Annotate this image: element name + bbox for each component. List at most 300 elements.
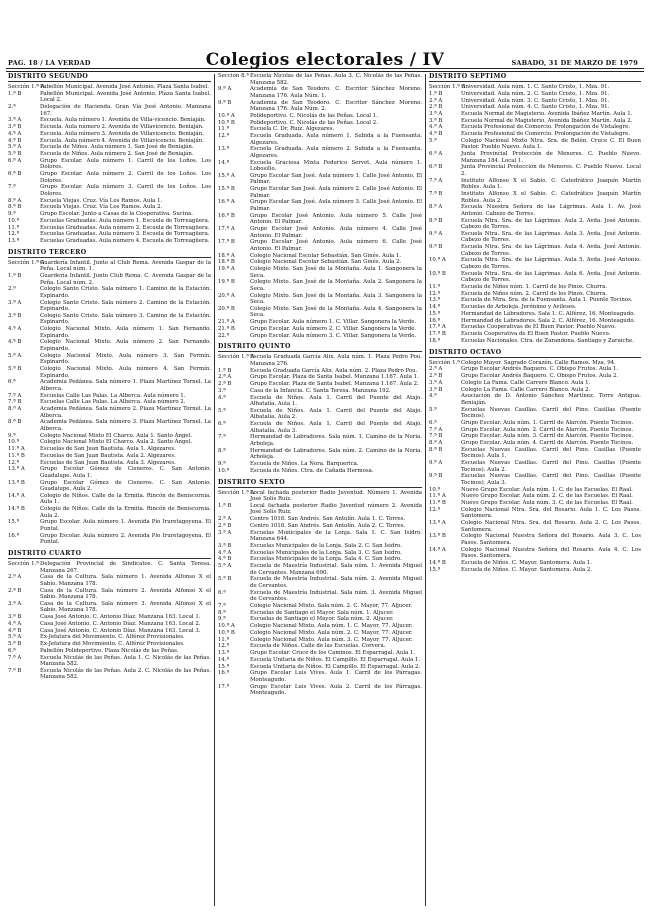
polling-station-entry [429,178,641,191]
section-number: 4.ª B [218,556,232,563]
polling-station-address: Grupo Escolar. Junto a Casas de la Cooperativa. Sucina. [40,211,193,218]
section-number: 10.ª [218,467,230,474]
section-number: 4.ª B [8,627,22,634]
polling-station-entry [8,124,211,131]
polling-station-address: Escuela Viejas. Cruz. Vía Los Ramos. Aula 1. [40,197,163,204]
polling-station-address: Nuevo Grupo Escolar. Aula núm. 2. C. de las Escuelas. El Raal. [461,493,633,500]
polling-station-address: Escuelas de Arboleja. Jerónimo y Avileses. [461,304,577,311]
polling-station-address: Guardería Infantil. Junto Club Rema. C. Avenida Gaspar de la Peña. Local núm. 2. [40,273,211,286]
section-number: 4.ª B [8,339,22,346]
polling-station-address: Colegio La Fama. Calle Carrero Blanco. Aula 2. [461,386,591,393]
polling-station-entry [8,466,211,479]
section-number: 12.ª [8,459,20,466]
polling-station-entry [429,231,641,244]
section-number: 4.ª A [8,130,22,137]
polling-station-entry [8,326,211,339]
polling-station-address: Delegación Provincial de Sindicatos. C. Santa Teresa. Manzana 267. [40,561,211,574]
page-header [0,36,650,70]
polling-station-address: Grupo Escolar. Aula número 1. Avenida Pío Iruretagoyena. El Puntal. [40,519,211,532]
polling-station-entry [8,480,211,493]
polling-station-entry [218,556,422,563]
page-label: PAG. 18 / LA VERDAD [8,59,91,67]
section-number: 8.ª A [429,440,443,447]
section-number: 7.ª B [8,667,22,674]
section-number: 3.ª A [8,299,22,306]
section-number: 14.ª A [8,492,25,499]
polling-station-address: Colegio Nacional Mixto El Charco. Aula 2. Santo Ángel. [40,439,193,446]
polling-station-address: Grupo Escolar Luis Vives. Aula 2. Carril de los Párragas. Monteagudo. [250,683,422,697]
polling-station-entry [429,271,641,284]
polling-station-address: Polideportivo. C. Nicolás de las Peñas. Local 1. [250,112,378,119]
section-number: 2.ª A [218,374,232,381]
polling-station-entry [218,319,422,326]
polling-station-entry [429,138,641,151]
polling-station-entry [218,354,422,367]
polling-station-address: Casa José Antonio. C. Antonio Díaz. Manzana 163. Local 2. [40,620,201,627]
polling-station-entry [8,238,211,245]
polling-station-address: Grupo Escolar José Antonio. Aula número 5. Calle José Antonio. El Palmar. [250,212,422,226]
polling-station-entry [218,408,422,421]
polling-station-address: Universidad. Aula núm. 4. C. Santo Cristo, 1. Mza. 91. [461,104,610,111]
polling-station-address: Escuelas Nuevas Casillas. Carril del Pino. Casillas (Puente Tocinos). Aula 2. [461,460,641,473]
section-number: 7.ª [218,434,226,441]
section-number: 10.ª A [429,257,446,264]
header-rule-thin [6,71,644,72]
polling-station-entry [218,684,422,697]
section-number: 5.ª [429,137,437,144]
column-3 [429,73,641,911]
section-number: 13.ª B [429,533,446,540]
polling-station-address: Escuela de Niños. Aula 1. Carril del Puente del Atajo. Albatalía. Aula 1. [250,394,422,408]
section-number: 18.ª A [218,252,235,259]
district-heading: DISTRITO OCTAVO [429,350,641,358]
section-number: 13.ª [8,238,20,244]
section-number: 5.ª B [8,151,22,158]
section-number: 21.ª B [218,325,235,332]
polling-station-address: Colegio de Niños. Calle de la Ermita. Rincón de Beniscornia. Aula 2. [40,506,211,519]
polling-station-address: Academia de San Teodoro. C. Escritor Sánchez Moreno. Manzana 176. Aula Núm. 2. [250,99,422,113]
section-number: 5.ª A [8,144,22,151]
section-number: 6.ª B [8,171,22,178]
polling-station-address: Academia Pedánea. Sala número 3. Plaza Martínez Tornel. La Alberca. [40,419,211,432]
polling-station-address: Escuelas Graduadas. Aula número 4. Escuela de Torreagüera. [40,238,210,244]
section-number: 14.ª B [429,560,446,567]
section-number: 16.ª [429,317,441,324]
section-number: 13.ª [218,650,230,657]
section-number: 5.ª [218,407,226,414]
section-number: 4.ª [429,393,437,400]
polling-station-address: Grupo Escolar. Aula núm. 4. Carril de Alarcón. Puente Tocinos. [461,440,634,447]
polling-station-address: Colegio de Niños. Calle de la Ermita. Rincón de Beniscornia. Aula 1. [40,492,211,506]
polling-station-address: Escuela de Niños. C. Mayor. Santomera. Aula 1. [461,560,593,567]
polling-station-entry [218,603,422,610]
polling-station-entry [8,158,211,171]
section-number: Sección 1.ª [8,561,39,568]
section-number: 19.ª A [218,266,235,273]
section-number: Sección 1.ª A [218,354,255,361]
polling-station-entry [429,244,641,257]
section-number: 19.ª B [218,279,235,286]
polling-station-address: Academia Pedánea. Sala número 1. Plaza Martínez Tornel. La Alberca. [40,379,211,392]
polling-station-entry [8,260,211,273]
polling-station-address: Universidad. Aula núm. 3. C. Santo Cristo, 1. Mza. 91. [461,97,610,104]
polling-station-address: Escuelas Municipales de la Lonja. Sala 3. C. San Isidro. [250,549,402,556]
polling-station-entry [429,420,641,427]
section-number: 1.ª B [429,90,443,97]
section-number: 6.ª B [429,164,443,171]
polling-station-address: Escuelas de San Juan Bautista. Aula 1. Algezares. [40,446,176,453]
section-number: 17.ª A [429,324,446,331]
section-number: 2.ª A [429,366,443,373]
polling-station-address: Colegio Nacional Mixto. Aula número 2. San Fernando. Espinardo. [40,339,211,353]
polling-station-entry [218,490,422,503]
polling-station-address: Hermandad de Labradores. Sala núm. 1. Camino de la Noria. Arboleja. [250,434,422,448]
section-number: 11.ª [218,126,230,133]
polling-station-entry [429,338,641,345]
polling-station-address: Escuelas Nuevas Casillas. Carril del Pino. Casillas (Puente Tocinos). [461,406,641,420]
polling-station-address: Grupo Escolar. Aula número 3. C. Villar. Sangonera la Verde. [250,332,417,339]
section-number: 2.ª B [218,522,232,529]
section-number: 4.ª B [8,137,22,144]
polling-station-entry [218,226,422,239]
polling-station-entry [218,279,422,292]
polling-station-address: Grupo Escolar. Plaza de Santa Isabel. Manzana 1.167. Aula 2. [250,381,419,388]
polling-station-address: Grupo Escolar. Aula número 1. Carril de los Loños. Los Dolores. [40,157,211,171]
polling-station-address: Colegio Santo Cristo. Sala número 1. Camino de la Estación. Espinardo. [40,286,211,299]
polling-station-address: Escuela de Niños núm. 2. Carril de los Pinos. Churra. [461,290,608,297]
section-number: 3.ª A [8,600,22,607]
section-number: 5.ª A [8,352,22,359]
section-number: 3.ª A [218,529,232,536]
polling-station-address: Colegio Nacional Mixto Ntra. Sra. de Belén. Cruce C. El Buen Pastor. Pueblo Nuevo. Aula 1. [461,137,641,151]
section-number: 3.ª A [8,117,22,124]
section-number: Sección 8.ª [218,73,249,79]
polling-station-address: Escuela Profesional de Comercio. Prolongación de Vistalegre. [461,124,631,131]
polling-station-entry [218,550,422,557]
polling-station-entry [429,204,641,217]
polling-station-address: Grupo Escolar Andrés Baquero. C. Obispo Frutos. Aula 2. [461,373,619,380]
polling-station-entry [8,493,211,506]
polling-station-entry [218,73,422,86]
polling-station-address: Escuelas Municipales de la Lonja. Sala 4. C. San Isidro. [250,556,402,563]
polling-station-address: Escuela Ntra. Sra. de las Lágrimas. Aula 6. Avda. José Antonio. Cabezo de Torres. [461,270,641,284]
polling-station-entry [218,213,422,226]
section-number: 2.ª A [218,516,232,523]
section-number: 7.ª [8,184,16,191]
polling-station-entry [429,520,641,533]
polling-station-entry [429,440,641,447]
polling-station-entry [8,655,211,668]
section-number: 8.ª B [8,204,22,211]
polling-station-entry [218,530,422,543]
section-number: Sección 1.ª A [8,84,45,91]
section-number: 15.ª A [218,172,235,179]
polling-station-entry [218,368,422,375]
polling-station-entry [218,563,422,576]
polling-station-entry [429,407,641,420]
section-number: 3.ª B [8,124,22,131]
section-number: 2.ª B [429,104,443,111]
polling-station-entry [429,84,641,91]
section-number: 12.ª [429,290,441,297]
polling-station-address: Escuela Ntra. Sra. de las Lágrimas. Aula 2. Avda. José Antonio. Cabezo de Torres. [461,217,641,231]
polling-station-address: Escuela Graciosa Mixta Federico Servet. Aula número 1. Lobosillo. [250,159,422,173]
section-number: 2.ª B [429,373,443,380]
section-number: 10.ª B [218,629,235,636]
polling-station-address: Escuela. Aula número 4. Avenida de Villavicencio. Beniaján. [40,137,204,144]
polling-station-entry [218,503,422,516]
polling-station-address: Grupo Escolar. Aula núm. 1. Carril de Alarcón. Puente Tocinos. [461,419,634,426]
polling-station-address: Local fachada posterior Radio Juventud número 2. Avenida José Solís Ruiz. [250,502,422,516]
polling-station-address: Universidad. Aula núm. 2. C. Santo Cristo, 1. Mza. 91. [461,90,610,97]
polling-station-address: Escuela de Niños. Calle de las Escuelas. Corvera. [250,643,386,650]
section-number: 3.ª A [429,110,443,117]
polling-station-address: Escuela. Aula número 3. Avenida de Villavicencio. Beniaján. [40,130,204,137]
column-2 [218,73,422,911]
section-number: 7.ª A [8,654,22,661]
polling-station-address: Instituto Alfonso X el Sabio. C. Catedrático Joaquín Martín Robles. Aula 1. [461,177,641,191]
section-number: 2.ª A [429,97,443,104]
polling-station-address: Casa de la Infancia. C. Santa Teresa. Manzana 192. [250,387,391,394]
polling-station-address: Grupo Escolar San José. Aula número 3. Calle José Antonio. El Palmar. [250,199,422,212]
polling-station-entry [218,461,422,468]
section-number: 18.ª [429,337,441,344]
polling-station-entry [218,120,422,127]
polling-station-address: Colegio Mixto. San José de la Montaña. Aula 2. Sangonera la Seca. [250,279,422,292]
polling-station-address: Grupo Escolar. Aula número 2. Avenida Pío Iruretagoyena. El Puntal. [40,532,211,546]
polling-station-entry [218,468,422,475]
polling-station-entry [218,576,422,589]
polling-station-entry [8,419,211,432]
section-number: 4.ª [218,394,226,401]
polling-station-address: Escuela de Niños. Aula 1. Carril del Puente del Atajo. Albatalía. Aula 3. [250,421,422,434]
polling-station-address: Grupo Escolar Luis Vives. Aula 1. Carril de los Párragas. Monteagudo. [250,670,422,683]
polling-station-entry [8,104,211,117]
polling-station-entry [8,286,211,299]
district-heading: DISTRITO CUARTO [8,551,211,559]
polling-station-address: Escuelas de San Juan Bautista. Aula 3. Algezares. [40,459,176,466]
polling-station-address: Casa José Antonio. C. Antonio Díaz. Manzana 163. Local 1. [40,614,201,621]
section-number: 20.ª A [218,292,235,299]
polling-station-address: Escuela de Niños. Aula 1. Carril del Puente del Atajo. Albatalía. Aula 2. [250,407,422,421]
section-spacer [218,697,422,701]
section-number: 20.ª B [218,305,235,312]
polling-station-address: Escuela Unitaria de Niños. El Campillo. El Esparragal. Aula 2. [250,663,421,670]
polling-station-entry [218,113,422,120]
polling-station-address: Colegio Nacional Mixto. Aula núm. 2. C. Mayor, 77. Aljucer. [250,629,413,636]
section-number: 15.ª [8,519,20,526]
polling-station-address: Escuela de Niños. C. Mayor. Santomera. Aula 2. [461,566,593,573]
district-heading: DISTRITO SEGUNDO [8,74,211,82]
section-number: 13.ª B [8,479,25,486]
section-number: 2.ª A [8,574,22,581]
section-number: 2.ª B [8,587,22,594]
polling-station-entry [429,331,641,338]
polling-station-entry [218,543,422,550]
polling-station-address: Delegación de Hacienda. Gran Vía José Antonio. Manzana 167. [40,104,211,117]
polling-station-entry [8,366,211,379]
polling-station-address: Escuela de Maestría Industrial. Sala núm. 3. Avenida Miguel de Cervantes. [250,589,422,603]
polling-station-address: Escuela Graduada. Aula número 1. Subida a la Fuensanta. Algezares. [250,133,422,146]
polling-station-address: Escuela Normal de Magisterio. Avenida Ibáñez Martín. Aula 1. [461,110,633,117]
section-number: 17.ª [218,683,230,690]
polling-station-entry [218,516,422,523]
section-number: 4.ª A [8,620,22,627]
polling-station-entry [429,191,641,204]
section-number: 12.ª [429,506,441,513]
polling-station-address: Escuela de Niños núm. 1. Carril de los Pinos. Churra. [461,284,608,291]
polling-station-address: Colegio Nacional Ntra. Sra. del Rosario. Aula 1. C. Los Pasos. Santomera. [461,506,641,520]
polling-station-entry [429,218,641,231]
polling-station-address: Hermandad de Labradores. Sala 1. C. Alférez, 16. Monteagudo. [461,310,636,317]
polling-station-address: Colegio Nacional Mixto El Charco. Aula 1. Santo Ángel. [40,432,193,439]
polling-station-entry [8,151,211,158]
section-number: 15.ª [429,566,441,573]
polling-station-entry [8,668,211,681]
polling-station-entry [218,388,422,395]
polling-station-address: Grupo Escolar San José. Aula número 2. Calle José Antonio. El Palmar. [250,186,422,199]
polling-station-address: Escuelas Nuevas Casillas. Carril del Pino. Casillas (Puente Tocinos). Aula 3. [461,473,641,486]
polling-station-address: Academia Pedánea. Sala número 2. Plaza Martínez Tornel. La Alberca. [40,406,211,419]
section-number: 5.ª B [218,576,232,583]
polling-station-address: Academia de San Teodoro. C. Escritor Sánchez Moreno. Manzana 176. Aula Núm. 1. [250,86,422,99]
polling-station-entry [8,519,211,532]
polling-station-entry [8,453,211,460]
polling-station-address: Escuela Ntra. Sra. de las Lágrimas. Aula 3. Avda. José Antonio. Cabezo de Torres. [461,230,641,244]
section-number: 9.ª [218,616,226,623]
polling-station-address: Escuela Graduada. Aula número 2. Subida a la Fuensanta. Algezares. [250,146,422,159]
polling-station-entry [218,186,422,199]
polling-station-address: Escuelas Calle Las Palas. La Alberca. Aula número 1. [40,392,186,399]
polling-station-address: Escuela. Aula número 2. Avenida de Villavicencio. Beniaján. [40,124,204,131]
section-number: 8.ª A [8,197,22,204]
section-number: 4.ª A [429,124,443,131]
section-number: 6.ª A [8,157,22,164]
polling-station-address: Polideportivo. C. Nicolás de las Peñas. Local 2. [250,119,378,126]
polling-station-entry [429,304,641,311]
polling-station-address: Hermandad de Labradores. Sala núm. 2. Camino de la Noria. Arboleja. [250,447,422,461]
polling-station-entry [218,381,422,388]
section-number: 7.ª [218,602,226,609]
polling-station-entry [8,313,211,326]
polling-station-address: Colegio Mixto. San José de la Montaña. Aula 1. Sangonera la Seca. [250,266,422,279]
polling-station-entry [8,353,211,366]
polling-station-entry [8,184,211,197]
section-number: Sección 1.ª A [429,84,466,91]
district-heading: DISTRITO QUINTO [218,344,422,352]
polling-station-entry [429,533,641,546]
polling-station-entry [218,616,422,623]
polling-station-address: Casa de la Cultura. Sala número 2. Avenida Alfonso X el Sabio. Manzana 178. [40,587,211,601]
section-number: 6.ª [218,421,226,428]
section-number: Sección 1.ª [429,359,460,366]
section-number: 4.ª A [218,549,232,556]
district-heading: DISTRITO SEXTO [218,480,422,488]
section-number: 21.ª A [218,319,235,326]
section-number: 6.ª [8,647,16,654]
section-spacer [429,573,641,577]
polling-station-address: Escuelas de San Juan Bautista. Aula 2. Algezares. [40,452,176,459]
polling-station-address: Escuela de Niños. La Ñora. Barquerica. [250,461,359,468]
section-number: 2.ª [8,286,16,293]
polling-station-address: Escuela de Niños. Aula número 1. San José de Beniaján. [40,144,194,151]
polling-station-address: Grupo Escolar. Aula número 3. Carril de los Loños. Los Dolores. [40,184,211,197]
polling-station-address: Escuelas Calle Las Palas. La Alberca. Aula número 2. [40,399,186,406]
polling-station-entry [429,131,641,138]
polling-station-address: Grupo Escolar. Aula número 2. Carril de los Loños. Los Dolores. [40,171,211,184]
polling-station-entry [429,433,641,440]
polling-station-address: Centro 1018. San Andrés. San Antolín. Aula 2. C. Torres. [250,522,406,529]
polling-station-address: Escuelas Graduadas. Aula número 3. Escuela de Torreagüera. [40,231,210,238]
section-number: Sección 1.ª A [8,259,45,266]
polling-station-address: Escuela de Ntra. Sra. de la Fuensanta. Aula 1. Puente Tocinos. [461,297,633,304]
polling-station-address: Escuela Nicolás de las Peñas. Aula 2. C. Nicolás de las Peñas. Manzana 582. [40,667,211,681]
polling-station-entry [8,621,211,628]
section-number: 5.ª A [218,563,232,570]
polling-station-address: Colegio Mixto. San José de la Montaña. Aula 3. Sangonera la Seca. [250,292,422,306]
polling-station-address: Ex-Jefatura del Movimiento. C. Alférez Provisionales. [40,634,185,641]
polling-station-entry [8,601,211,614]
polling-station-entry [429,111,641,118]
column-1 [8,73,211,911]
polling-station-address: Centro 1018. San Andrés. San Antolín. Aula 1. C. Torres. [250,516,406,523]
polling-station-entry [218,421,422,434]
polling-station-entry [429,560,641,567]
polling-station-entry [429,324,641,331]
section-number: 3.ª B [429,386,443,393]
polling-station-address: Grupo Escolar. Aula número 2. C. Villar. Sangonera la Verde. [250,325,417,332]
polling-station-entry [8,218,211,225]
polling-station-entry [429,366,641,373]
polling-station-address: Escuela Nuestra Señora de las Lágrimas. Aula 1. Av. José Antonio. Cabezo de Torres. [461,204,641,217]
polling-station-entry [8,171,211,184]
polling-station-address: Pabellón Polideportivo. Plaza Nicolás de las Peñas. [40,647,179,654]
section-number: 1.ª B [218,502,232,509]
section-number: 6.ª [429,419,437,426]
polling-station-address: Grupo Escolar Gómez de Cisneros. C. San Antonio. Guadalupe. Aula 1. [40,466,211,479]
polling-station-entry [218,434,422,447]
section-number: 3.ª B [8,614,22,621]
section-number: 16.ª B [218,212,235,219]
polling-station-address: Escuela de Maestría Industrial. Sala núm. 2. Avenida Miguel de Cervantes. [250,576,422,589]
polling-station-address: Grupo Escolar José Antonio. Aula número 6. Calle José Antonio. El Palmar. [250,239,422,252]
polling-station-address: Escuelas Municipales de la Lonja. Sala 1. C. San Isidro. Manzana 644. [250,529,422,543]
polling-station-entry [218,306,422,319]
polling-station-entry [8,648,211,655]
section-number: 10.ª A [218,623,235,630]
section-number: 2.ª B [218,381,232,388]
polling-station-entry [429,460,641,473]
polling-station-address: Escuela C. Dr. Ruiz. Algezares. [250,126,335,133]
page-title: Colegios electorales / IV [205,50,445,70]
polling-station-address: Colegio Mixto. San José de la Montaña. Aula 4. Sangonera la Seca. [250,305,422,319]
section-number: 12.ª [218,133,230,140]
section-number: 7.ª B [429,433,443,440]
polling-station-entry [218,293,422,306]
polling-station-address: Pabellón Municipal. Avenida José Antonio. Plaza Santa Isabel. [40,84,209,91]
section-number: 9.ª B [429,244,443,251]
polling-station-entry [429,567,641,574]
polling-station-entry [429,473,641,486]
district-heading: DISTRITO SEPTIMO [429,74,641,82]
polling-station-address: Escuelas Nuevas Casillas. Carril del Pino. Casillas (Puente Tocinos). Aula 1. [461,446,641,460]
polling-station-address: Grupo Escolar. Aula núm. 3. Carril de Alarcón. Puente Tocinos. [461,433,634,440]
section-number: 10.ª [8,439,20,446]
polling-station-entry [218,374,422,381]
section-number: 17.ª B [429,331,446,338]
section-spacer [8,681,211,685]
polling-station-address: Colegio Nacional Escolar Sebastián. San Ginés. Aula 1. [250,252,402,259]
